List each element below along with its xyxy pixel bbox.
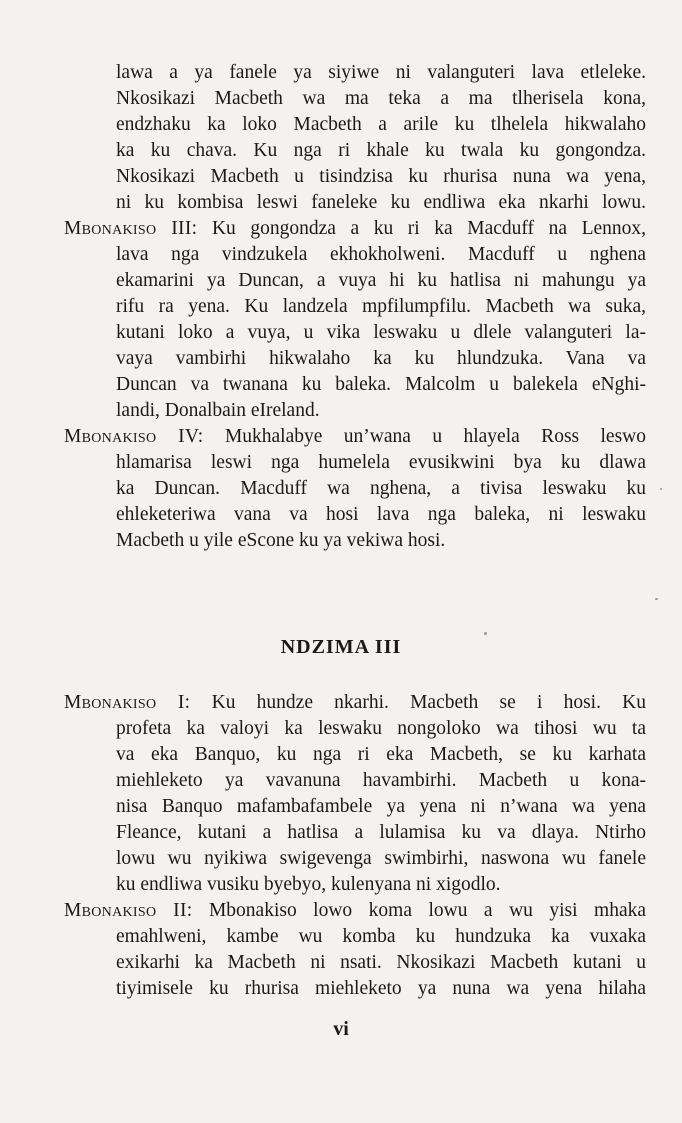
text-line: lowu wu nyikiwa swigevenga swimbirhi, naswona wu fanele: [116, 848, 646, 869]
text-line: ku endliwa vusiku byebyo, kulenyana ni xigodlo.: [116, 874, 501, 895]
text-line: tiyimisele ku rhurisa miehleketo ya nuna wa yena hilaha: [116, 978, 646, 999]
text-line: Fleance, kutani a hatlisa a lulamisa ku va dlaya. Ntirho: [116, 822, 646, 843]
scene-label: Mbonakiso III:: [64, 218, 198, 239]
scene-label: Mbonakiso I:: [64, 692, 191, 713]
scene-text: Ku hundze nkarhi. Macbeth se i hosi. Ku: [211, 692, 646, 713]
scene-first-line: [64, 424, 646, 450]
text-line: Nkosikazi Macbeth u tisindzisa ku rhurisa nuna wa yena,: [116, 166, 646, 187]
scene-text: Mbonakiso lowo koma lowu a wu yisi mhaka: [208, 900, 646, 921]
act-heading: NDZIMA III: [280, 636, 402, 658]
scene-label: Mbonakiso IV:: [64, 426, 204, 447]
scene-first-line: [64, 690, 646, 716]
scan-speck: [660, 488, 662, 490]
text-line: ka Duncan. Macduff wa nghena, a tivisa leswaku ku: [116, 478, 646, 499]
scene-text: Mukhalabye un’wana u hlayela Ross leswo: [224, 426, 646, 447]
text-line: lawa a ya fanele ya siyiwe ni valanguteri lava etleleke.: [116, 62, 646, 83]
text-line: exikarhi ka Macbeth ni nsati. Nkosikazi Macbeth kutani u: [116, 952, 646, 973]
scene-first-line: [64, 216, 646, 242]
text-line: ehleketeriwa vana va hosi lava nga baleka, ni leswaku: [116, 504, 646, 525]
text-line: ni ku kombisa leswi faneleke ku endliwa eka nkarhi lowu.: [116, 192, 646, 213]
text-line: landi, Donalbain eIreland.: [116, 400, 320, 421]
text-line: hlamarisa leswi nga humelela evusikwini bya ku dlawa: [116, 452, 646, 473]
text-line: Nkosikazi Macbeth wa ma teka a ma tlherisela kona,: [116, 88, 646, 109]
text-line: Duncan va twanana ku baleka. Malcolm u balekela eNghi-: [116, 374, 646, 395]
text-line: rifu ra yena. Ku landzela mpfilumpfilu. Macbeth wa suka,: [116, 296, 646, 317]
scan-speck: [655, 598, 658, 600]
text-line: endzhaku ka loko Macbeth a arile ku tlhelela hikwalaho: [116, 114, 646, 135]
text-line: ekamarini ya Duncan, a vuya hi ku hatlisa ni mahungu ya: [116, 270, 646, 291]
scan-speck: [484, 632, 487, 635]
page-number: vi: [333, 1018, 349, 1040]
text-line: emahlweni, kambe wu komba ku hundzuka ka vuxaka: [116, 926, 646, 947]
scene-first-line: [64, 898, 646, 924]
text-line: va eka Banquo, ku nga ri eka Macbeth, se ku karhata: [116, 744, 646, 765]
text-line: profeta ka valoyi ka leswaku nongoloko wa tihosi wu ta: [116, 718, 646, 739]
text-line: miehleketo ya vavanuna havambirhi. Macbeth u kona-: [116, 770, 646, 791]
scene-label: Mbonakiso II:: [64, 900, 193, 921]
text-line: lava nga vindzukela ekhokholweni. Macduff u nghena: [116, 244, 646, 265]
text-line: Macbeth u yile eScone ku ya vekiwa hosi.: [116, 530, 446, 551]
text-line: nisa Banquo mafambafambele ya yena ni n’wana wa yena: [116, 796, 646, 817]
scene-text: Ku gongondza a ku ri ka Macduff na Lennox,: [211, 218, 646, 239]
text-line: ka ku chava. Ku nga ri khale ku twala ku gongondza.: [116, 140, 646, 161]
text-line: vaya vambirhi hikwalaho ka ku hlundzuka. Vana va: [116, 348, 646, 369]
text-line: kutani loko a vuya, u vika leswaku u dlele valanguteri la-: [116, 322, 646, 343]
